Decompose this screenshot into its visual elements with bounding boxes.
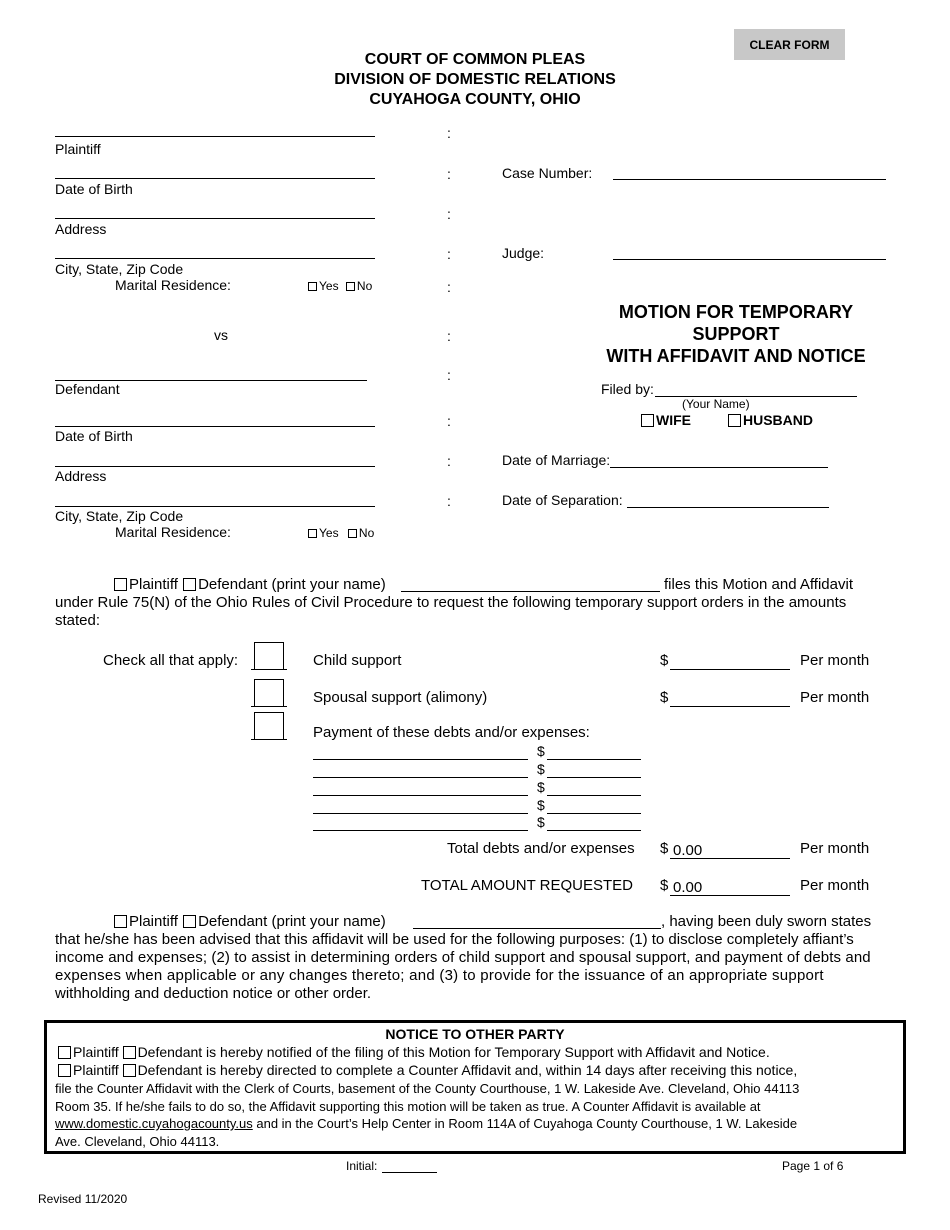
total-amount-value: 0.00 [673, 879, 703, 896]
plaintiff-option-label: Plaintiff [129, 913, 178, 930]
no-label: No [356, 279, 373, 293]
notice-plaintiff-checkbox-2[interactable] [58, 1064, 71, 1077]
revised-date: Revised 11/2020 [38, 1192, 128, 1206]
separator-colon: : [447, 166, 451, 182]
header-line-1: COURT OF COMMON PLEAS [364, 51, 586, 68]
debt-amount-field[interactable] [547, 759, 641, 760]
check-all-label: Check all that apply: [103, 652, 239, 669]
case-number-label: Case Number: [502, 165, 593, 181]
dollar-sign: $ [537, 814, 545, 830]
defendant-label: Defendant [55, 381, 120, 397]
dollar-sign: $ [537, 779, 545, 795]
plaintiff-address-field[interactable] [55, 218, 375, 219]
notice-line-2-text: Defendant is hereby directed to complete a Counter Affidavit and, within 14 days after receiving this notice, [137, 1062, 798, 1078]
separator-colon: : [447, 206, 451, 222]
plaintiff-city-label: City, State, Zip Code [55, 261, 184, 277]
plaintiff-dob-field[interactable] [55, 178, 375, 179]
defendant-option-label: Defendant (print your name) [198, 576, 386, 593]
initial-label: Initial: [346, 1159, 378, 1173]
filed-by-label: Filed by: [601, 381, 654, 397]
date-of-marriage-field[interactable] [610, 467, 828, 468]
initial-field[interactable] [382, 1172, 437, 1173]
total-debts-field[interactable] [670, 858, 790, 859]
dollar-sign: $ [660, 877, 669, 894]
debt-description-field[interactable] [313, 759, 528, 760]
plaintiff-marital-yes-checkbox[interactable] [308, 282, 317, 291]
affidavit-line-3: income and expenses; (2) to assist in determining orders of child support and spousal support, and payment of debts and [55, 949, 871, 966]
per-month-label: Per month [800, 840, 870, 857]
notice-defendant-checkbox-2[interactable] [123, 1064, 136, 1077]
child-support-label: Child support [313, 652, 402, 669]
notice-line-1-text: Defendant is hereby notified of the filing of this Motion for Temporary Support with Affidavit and Notice. [137, 1044, 770, 1060]
intro-files-text: files this Motion and Affidavit [664, 576, 853, 593]
child-support-amount-field[interactable] [670, 669, 790, 670]
motion-title-line-1: MOTION FOR TEMPORARY [618, 302, 854, 322]
plaintiff-dob-label: Date of Birth [55, 181, 133, 197]
affidavit-line-4: expenses when applicable or any changes thereto; and (3) to provide for the issuance of an appropriate support [55, 967, 824, 984]
husband-label: HUSBAND [743, 412, 813, 428]
affidavit-sworn-text: , having been duly sworn states [661, 913, 872, 930]
spousal-support-amount-field[interactable] [670, 706, 790, 707]
affidavit-defendant-checkbox[interactable] [183, 915, 196, 928]
separator-colon: : [447, 279, 451, 295]
notice-title: NOTICE TO OTHER PARTY [385, 1026, 565, 1042]
husband-option [728, 412, 813, 428]
page-number: Page 1 of 6 [782, 1159, 844, 1173]
separator-colon: : [447, 246, 451, 262]
vs-label: vs [214, 327, 228, 343]
no-label: No [358, 526, 375, 540]
wife-label: WIFE [656, 412, 691, 428]
separator-colon: : [447, 453, 451, 469]
intro-line-1 [114, 576, 386, 593]
motion-title-line-3: WITH AFFIDAVIT AND NOTICE [606, 346, 866, 366]
dollar-sign: $ [537, 761, 545, 777]
spousal-support-checkbox[interactable] [254, 679, 284, 707]
affidavit-name-field[interactable] [413, 928, 661, 929]
debt-amount-field[interactable] [547, 813, 641, 814]
notice-line-2 [58, 1062, 797, 1078]
plaintiff-option-label: Plaintiff [73, 1062, 119, 1078]
notice-line-5 [55, 1116, 797, 1131]
clear-form-button[interactable]: CLEAR FORM [734, 29, 845, 60]
separator-colon: : [447, 367, 451, 383]
payment-debts-label: Payment of these debts and/or expenses: [313, 724, 590, 741]
case-number-field[interactable] [613, 179, 886, 180]
total-debts-value: 0.00 [673, 842, 703, 859]
motion-title [578, 301, 894, 367]
plaintiff-name-field[interactable] [55, 136, 375, 137]
date-of-separation-label: Date of Separation: [502, 492, 623, 508]
separator-colon: : [447, 493, 451, 509]
debt-description-field[interactable] [313, 813, 528, 814]
intro-defendant-checkbox[interactable] [183, 578, 196, 591]
date-of-separation-field[interactable] [627, 507, 829, 508]
dollar-sign: $ [537, 797, 545, 813]
notice-defendant-checkbox[interactable] [123, 1046, 136, 1059]
wife-option [641, 412, 691, 428]
header-line-3: CUYAHOGA COUNTY, OHIO [369, 91, 581, 108]
debt-description-field[interactable] [313, 795, 528, 796]
dollar-sign: $ [660, 840, 669, 857]
plaintiff-city-field[interactable] [55, 258, 375, 259]
debt-amount-field[interactable] [547, 777, 641, 778]
debts-checkbox[interactable] [254, 712, 284, 740]
affidavit-line-2: that he/she has been advised that this affidavit will be used for the following purposes: (1) to disclose completely affiant’s [55, 931, 854, 948]
intro-line-3: stated: [55, 612, 101, 629]
plaintiff-marital-label: Marital Residence: [115, 277, 231, 293]
intro-name-field[interactable] [401, 591, 660, 592]
separator-colon: : [447, 328, 451, 344]
defendant-city-label: City, State, Zip Code [55, 508, 184, 524]
wife-checkbox[interactable] [641, 414, 654, 427]
plaintiff-label: Plaintiff [55, 141, 101, 157]
defendant-dob-label: Date of Birth [55, 428, 133, 444]
per-month-label: Per month [800, 877, 870, 894]
yes-label: Yes [319, 279, 339, 293]
yes-label: Yes [319, 526, 339, 540]
affidavit-line-1 [114, 913, 386, 930]
judge-field[interactable] [613, 259, 886, 260]
separator-colon: : [447, 125, 451, 141]
plaintiff-address-label: Address [55, 221, 107, 237]
dollar-sign: $ [537, 743, 545, 759]
dollar-sign: $ [660, 689, 669, 706]
your-name-hint: (Your Name) [682, 397, 750, 411]
child-support-checkbox[interactable] [254, 642, 284, 670]
debt-description-field[interactable] [313, 830, 528, 831]
separator-colon: : [447, 413, 451, 429]
debt-description-field[interactable] [313, 777, 528, 778]
defendant-marital-yes-checkbox[interactable] [308, 529, 317, 538]
notice-plaintiff-checkbox[interactable] [58, 1046, 71, 1059]
defendant-dob-field[interactable] [55, 426, 375, 427]
intro-plaintiff-checkbox[interactable] [114, 578, 127, 591]
defendant-marital-label: Marital Residence: [115, 524, 231, 540]
total-amount-label: TOTAL AMOUNT REQUESTED [421, 877, 633, 894]
per-month-label: Per month [800, 689, 870, 706]
header-line-2: DIVISION OF DOMESTIC RELATIONS [334, 71, 616, 88]
total-debts-label: Total debts and/or expenses [447, 840, 635, 857]
motion-title-line-2: SUPPORT [692, 324, 780, 344]
defendant-address-label: Address [55, 468, 107, 484]
intro-line-2: under Rule 75(N) of the Ohio Rules of Civil Procedure to request the following temporary support orders in the amounts [55, 594, 847, 611]
defendant-address-field[interactable] [55, 466, 375, 467]
notice-line-5-text: and in the Court’s Help Center in Room 114A of Cuyahoga County Courthouse, 1 W. Lakeside [252, 1116, 798, 1131]
defendant-option-label: Defendant (print your name) [198, 913, 386, 930]
plaintiff-marital-options [308, 279, 372, 293]
affidavit-line-5: withholding and deduction notice or other order. [55, 985, 372, 1002]
total-amount-field[interactable] [670, 895, 790, 896]
dollar-sign: $ [660, 652, 669, 669]
plaintiff-option-label: Plaintiff [73, 1044, 119, 1060]
affidavit-plaintiff-checkbox[interactable] [114, 915, 127, 928]
notice-line-1 [58, 1044, 770, 1060]
per-month-label: Per month [800, 652, 870, 669]
defendant-marital-options [308, 526, 374, 540]
notice-line-6: Ave. Cleveland, Ohio 44113. [55, 1134, 220, 1149]
spousal-support-label: Spousal support (alimony) [313, 689, 488, 706]
plaintiff-option-label: Plaintiff [129, 576, 178, 593]
debt-amount-field[interactable] [547, 830, 641, 831]
notice-line-4: Room 35. If he/she fails to do so, the Affidavit supporting this motion will be taken as true. A Counter Affidavit is available at [55, 1099, 761, 1114]
debt-amount-field[interactable] [547, 795, 641, 796]
plaintiff-marital-no-checkbox[interactable] [346, 282, 355, 291]
court-header [280, 50, 670, 110]
court-website-link[interactable]: www.domestic.cuyahogacounty.us [55, 1116, 253, 1131]
judge-label: Judge: [502, 245, 545, 261]
date-of-marriage-label: Date of Marriage: [502, 452, 611, 468]
defendant-marital-no-checkbox[interactable] [348, 529, 357, 538]
husband-checkbox[interactable] [728, 414, 741, 427]
defendant-city-field[interactable] [55, 506, 375, 507]
notice-line-3: file the Counter Affidavit with the Clerk of Courts, basement of the County Courthouse, 1 W. Lakeside Ave. Cleveland, Ohio 44113 [55, 1081, 800, 1096]
